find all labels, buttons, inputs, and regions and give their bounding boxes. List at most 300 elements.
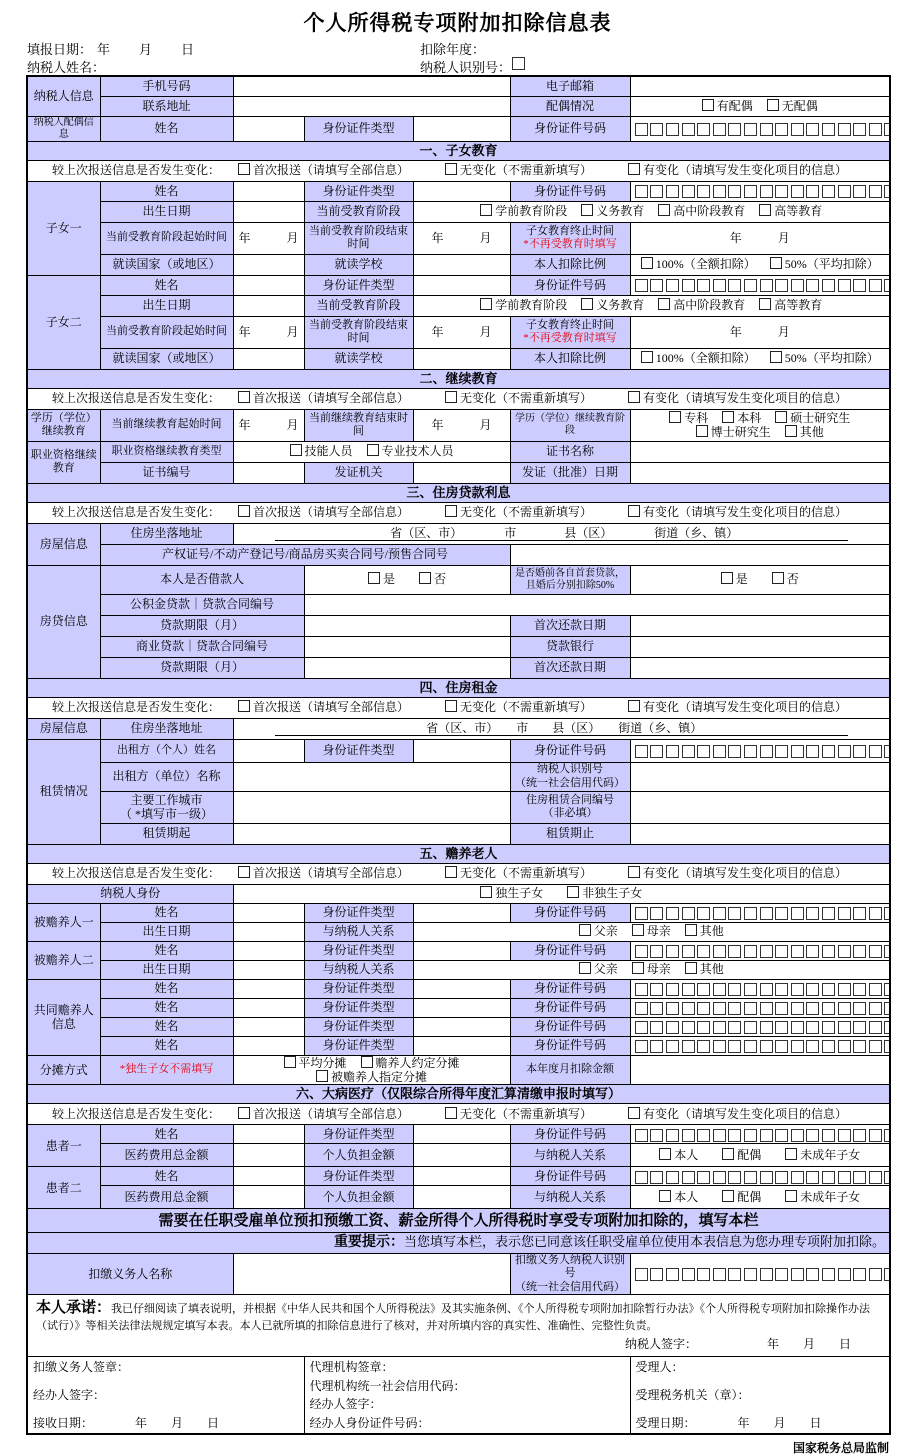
id-digit-box[interactable] <box>666 945 679 958</box>
id-digit-box[interactable] <box>635 1040 648 1053</box>
id-digit-box[interactable] <box>635 185 648 198</box>
checkbox-option[interactable] <box>238 1107 409 1121</box>
id-digit-box[interactable] <box>760 1002 773 1015</box>
checkbox-option[interactable] <box>628 866 847 880</box>
joint4-name-input[interactable] <box>233 1036 304 1055</box>
id-digit-box[interactable] <box>822 1040 835 1053</box>
id-digit-box[interactable] <box>838 945 851 958</box>
id-digit-box[interactable] <box>822 907 835 920</box>
spouse-name-input[interactable] <box>233 116 304 141</box>
checkbox-icon[interactable] <box>480 298 492 310</box>
dep1-birth-input[interactable] <box>233 922 304 941</box>
checkbox-option[interactable] <box>419 572 446 586</box>
commercial-term-input[interactable] <box>304 657 510 678</box>
id-digit-box[interactable] <box>775 1040 788 1053</box>
id-digit-box[interactable] <box>791 745 804 758</box>
id-digit-box[interactable] <box>697 1171 710 1184</box>
id-digit-box[interactable] <box>744 279 757 292</box>
checkbox-option[interactable] <box>641 351 756 365</box>
checkbox-icon[interactable] <box>290 444 302 456</box>
landlord-id-boxes[interactable] <box>630 739 890 762</box>
id-digit-box[interactable] <box>791 1171 804 1184</box>
checkbox-icon[interactable] <box>702 99 714 111</box>
child1-id-type-input[interactable] <box>413 181 510 201</box>
id-digit-box[interactable] <box>650 185 663 198</box>
id-digit-box[interactable] <box>682 1171 695 1184</box>
org-id-input[interactable] <box>630 762 890 791</box>
patient1-personal-input[interactable] <box>413 1144 510 1167</box>
id-digit-box[interactable] <box>869 945 882 958</box>
id-digit-box[interactable] <box>728 1171 741 1184</box>
fund-loan-input[interactable] <box>304 594 890 615</box>
id-digit-box[interactable] <box>775 983 788 996</box>
checkbox-icon[interactable] <box>775 411 787 423</box>
landlord-id-type-input[interactable] <box>413 739 510 762</box>
checkbox-icon[interactable] <box>772 572 784 584</box>
checkbox-icon[interactable] <box>361 1056 373 1068</box>
checkbox-icon[interactable] <box>785 1190 797 1202</box>
checkbox-icon[interactable] <box>659 1148 671 1160</box>
checkbox-icon[interactable] <box>480 204 492 216</box>
id-digit-box[interactable] <box>791 907 804 920</box>
joint2-id-boxes[interactable] <box>630 998 890 1017</box>
id-digit-box[interactable] <box>791 123 804 136</box>
id-digit-box[interactable] <box>760 1040 773 1053</box>
checkbox-icon[interactable] <box>722 1148 734 1160</box>
checkbox-icon[interactable] <box>767 99 779 111</box>
id-digit-box[interactable] <box>682 1129 695 1142</box>
checkbox-option[interactable] <box>238 391 409 405</box>
child2-stop-input[interactable]: 年 月 <box>630 316 890 348</box>
id-digit-box[interactable] <box>713 279 726 292</box>
id-digit-box[interactable] <box>791 945 804 958</box>
checkbox-icon[interactable] <box>632 962 644 974</box>
checkbox-icon[interactable] <box>722 1190 734 1202</box>
dep2-name-input[interactable] <box>233 941 304 960</box>
fund-first-repay-input[interactable] <box>630 615 890 636</box>
landlord-name-input[interactable] <box>233 739 304 762</box>
id-digit-box[interactable] <box>682 907 695 920</box>
joint4-id-type-input[interactable] <box>413 1036 510 1055</box>
checkbox-option[interactable] <box>290 444 353 458</box>
id-digit-box[interactable] <box>635 1021 648 1034</box>
rent-start-input[interactable] <box>233 823 510 844</box>
checkbox-option[interactable] <box>785 1190 860 1204</box>
id-digit-box[interactable] <box>884 1129 890 1142</box>
joint4-id-boxes[interactable] <box>630 1036 890 1055</box>
id-digit-box[interactable] <box>760 1021 773 1034</box>
id-digit-box[interactable] <box>635 907 648 920</box>
id-digit-box[interactable] <box>838 185 851 198</box>
id-digit-box[interactable] <box>869 907 882 920</box>
id-digit-box[interactable] <box>869 279 882 292</box>
id-digit-box[interactable] <box>744 123 757 136</box>
commercial-loan-input[interactable] <box>304 636 510 657</box>
checkbox-icon[interactable] <box>785 425 797 437</box>
id-digit-box[interactable] <box>853 123 866 136</box>
id-digit-box[interactable] <box>666 279 679 292</box>
id-digit-box[interactable] <box>744 945 757 958</box>
id-digit-box[interactable] <box>853 1171 866 1184</box>
id-digit-box[interactable] <box>853 279 866 292</box>
checkbox-icon[interactable] <box>685 924 697 936</box>
id-digit-box[interactable] <box>838 1129 851 1142</box>
dep1-name-input[interactable] <box>233 903 304 922</box>
id-digit-box[interactable] <box>884 1021 890 1034</box>
checkbox-option[interactable] <box>316 1070 427 1084</box>
checkbox-option[interactable] <box>628 163 847 177</box>
id-digit-box[interactable] <box>884 279 890 292</box>
id-digit-box[interactable] <box>682 123 695 136</box>
checkbox-icon[interactable] <box>238 700 250 712</box>
id-digit-box[interactable] <box>791 185 804 198</box>
issue-date-input[interactable] <box>630 462 890 483</box>
checkbox-option[interactable] <box>445 700 592 714</box>
id-digit-box[interactable] <box>760 1171 773 1184</box>
id-digit-box[interactable] <box>822 1171 835 1184</box>
id-digit-box[interactable] <box>884 983 890 996</box>
checkbox-icon[interactable] <box>581 204 593 216</box>
id-digit-box[interactable] <box>728 945 741 958</box>
id-digit-box[interactable] <box>744 1171 757 1184</box>
id-digit-box[interactable] <box>822 1021 835 1034</box>
id-digit-box[interactable] <box>775 1129 788 1142</box>
checkbox-icon[interactable] <box>658 204 670 216</box>
checkbox-option[interactable] <box>722 1190 761 1204</box>
id-digit-box[interactable] <box>666 1268 679 1281</box>
patient1-total-input[interactable] <box>233 1144 304 1167</box>
checkbox-icon[interactable] <box>238 163 250 175</box>
id-digit-box[interactable] <box>822 279 835 292</box>
checkbox-option[interactable] <box>480 298 567 312</box>
id-digit-box[interactable] <box>635 745 648 758</box>
checkbox-icon[interactable] <box>284 1056 296 1068</box>
id-digit-box[interactable] <box>775 1002 788 1015</box>
id-digit-box[interactable] <box>666 983 679 996</box>
id-digit-box[interactable] <box>838 1171 851 1184</box>
child2-id-boxes[interactable] <box>630 275 890 295</box>
checkbox-icon[interactable] <box>658 298 670 310</box>
id-digit-box[interactable] <box>806 1021 819 1034</box>
checkbox-icon[interactable] <box>659 1190 671 1202</box>
checkbox-option[interactable] <box>445 866 592 880</box>
checkbox-option[interactable] <box>367 444 454 458</box>
checkbox-option[interactable] <box>767 99 818 113</box>
id-digit-box[interactable] <box>512 57 525 70</box>
id-digit-box[interactable] <box>682 745 695 758</box>
issuer-input[interactable] <box>413 462 510 483</box>
child2-birth-input[interactable] <box>233 295 304 316</box>
id-digit-box[interactable] <box>666 907 679 920</box>
id-digit-box[interactable] <box>869 123 882 136</box>
id-digit-box[interactable] <box>838 123 851 136</box>
deduction-year-label[interactable]: 扣除年度： <box>420 42 486 57</box>
id-digit-box[interactable] <box>853 983 866 996</box>
id-digit-box[interactable] <box>884 945 890 958</box>
taxpayer-sign-label[interactable]: 纳税人签字： <box>625 1337 698 1352</box>
checkbox-icon[interactable] <box>770 257 782 269</box>
joint3-name-input[interactable] <box>233 1017 304 1036</box>
id-digit-box[interactable] <box>822 945 835 958</box>
checkbox-icon[interactable] <box>316 1070 328 1082</box>
id-digit-box[interactable] <box>713 1040 726 1053</box>
checkbox-option[interactable] <box>480 886 543 900</box>
id-digit-box[interactable] <box>806 123 819 136</box>
id-digit-box[interactable] <box>744 1002 757 1015</box>
id-digit-box[interactable] <box>744 1021 757 1034</box>
id-digit-box[interactable] <box>682 945 695 958</box>
joint3-id-boxes[interactable] <box>630 1017 890 1036</box>
patient2-id-type-input[interactable] <box>413 1167 510 1186</box>
id-digit-box[interactable] <box>853 1268 866 1281</box>
checkbox-option[interactable] <box>445 391 592 405</box>
loan-addr-input[interactable]: 省（区、市） 市 县（区） 街道（乡、镇） <box>233 523 890 544</box>
id-digit-box[interactable] <box>806 945 819 958</box>
patient2-personal-input[interactable] <box>413 1186 510 1209</box>
id-digit-box[interactable] <box>728 123 741 136</box>
id-digit-box[interactable] <box>838 1268 851 1281</box>
checkbox-option[interactable] <box>685 962 724 976</box>
id-digit-box[interactable] <box>822 1002 835 1015</box>
id-digit-box[interactable] <box>713 1129 726 1142</box>
joint1-id-boxes[interactable] <box>630 979 890 998</box>
child1-id-boxes[interactable] <box>630 181 890 201</box>
id-digit-box[interactable] <box>869 1021 882 1034</box>
fill-date-value[interactable]: 年 月 日 <box>97 42 203 57</box>
id-digit-box[interactable] <box>869 1268 882 1281</box>
id-digit-box[interactable] <box>650 123 663 136</box>
phone-input[interactable] <box>233 76 510 96</box>
checkbox-option[interactable] <box>628 700 847 714</box>
id-digit-box[interactable] <box>713 123 726 136</box>
checkbox-icon[interactable] <box>628 391 640 403</box>
id-digit-box[interactable] <box>791 1002 804 1015</box>
checkbox-option[interactable] <box>628 391 847 405</box>
dep2-id-boxes[interactable] <box>630 941 890 960</box>
id-digit-box[interactable] <box>806 1268 819 1281</box>
id-digit-box[interactable] <box>791 1021 804 1034</box>
id-digit-box[interactable] <box>822 983 835 996</box>
withholder-signature-cell[interactable] <box>27 1357 304 1435</box>
joint1-name-input[interactable] <box>233 979 304 998</box>
id-digit-box[interactable] <box>666 1021 679 1034</box>
checkbox-icon[interactable] <box>632 924 644 936</box>
id-digit-box[interactable] <box>760 279 773 292</box>
id-digit-box[interactable] <box>666 1002 679 1015</box>
taxpayer-sign-date[interactable]: 年 月 日 <box>767 1337 852 1352</box>
checkbox-icon[interactable] <box>628 163 640 175</box>
child2-start-input[interactable]: 年 月 <box>233 316 304 348</box>
id-digit-box[interactable] <box>791 983 804 996</box>
id-digit-box[interactable] <box>697 1021 710 1034</box>
id-digit-box[interactable] <box>635 123 648 136</box>
checkbox-option[interactable] <box>581 298 644 312</box>
child1-stop-input[interactable]: 年 月 <box>630 222 890 254</box>
id-digit-box[interactable] <box>744 907 757 920</box>
checkbox-icon[interactable] <box>445 391 457 403</box>
checkbox-option[interactable] <box>659 1148 698 1162</box>
property-cert-input[interactable] <box>510 544 890 565</box>
id-digit-box[interactable] <box>635 1171 648 1184</box>
id-digit-box[interactable] <box>806 1171 819 1184</box>
id-digit-box[interactable] <box>697 123 710 136</box>
checkbox-option[interactable] <box>702 99 753 113</box>
id-digit-box[interactable] <box>744 1129 757 1142</box>
checkbox-option[interactable] <box>445 1107 592 1121</box>
id-digit-box[interactable] <box>682 1040 695 1053</box>
id-digit-box[interactable] <box>728 1129 741 1142</box>
id-digit-box[interactable] <box>635 983 648 996</box>
id-digit-box[interactable] <box>697 1040 710 1053</box>
checkbox-icon[interactable] <box>567 886 579 898</box>
id-digit-box[interactable] <box>682 1002 695 1015</box>
id-digit-box[interactable] <box>666 745 679 758</box>
id-digit-box[interactable] <box>697 1268 710 1281</box>
id-digit-box[interactable] <box>806 1040 819 1053</box>
id-digit-box[interactable] <box>713 1002 726 1015</box>
withholder-name-input[interactable] <box>233 1254 510 1295</box>
checkbox-option[interactable] <box>632 962 671 976</box>
checkbox-option[interactable] <box>759 204 822 218</box>
patient1-id-boxes[interactable] <box>630 1125 890 1144</box>
dep1-id-boxes[interactable] <box>630 903 890 922</box>
id-digit-box[interactable] <box>697 1129 710 1142</box>
checkbox-icon[interactable] <box>685 962 697 974</box>
tax-authority-cell[interactable] <box>630 1357 890 1435</box>
checkbox-option[interactable] <box>581 204 644 218</box>
fund-term-input[interactable] <box>304 615 510 636</box>
checkbox-option[interactable] <box>721 572 748 586</box>
id-digit-box[interactable] <box>728 907 741 920</box>
id-digit-box[interactable] <box>682 279 695 292</box>
checkbox-option[interactable] <box>658 204 745 218</box>
id-digit-box[interactable] <box>822 1129 835 1142</box>
id-digit-box[interactable] <box>744 1040 757 1053</box>
checkbox-icon[interactable] <box>238 1107 250 1119</box>
id-digit-box[interactable] <box>650 1171 663 1184</box>
taxpayer-name-label[interactable]: 纳税人姓名： <box>27 60 106 75</box>
id-digit-box[interactable] <box>635 945 648 958</box>
id-digit-box[interactable] <box>869 1129 882 1142</box>
checkbox-option[interactable] <box>785 1148 860 1162</box>
id-digit-box[interactable] <box>666 1171 679 1184</box>
id-digit-box[interactable] <box>884 1040 890 1053</box>
child2-id-type-input[interactable] <box>413 275 510 295</box>
id-digit-box[interactable] <box>650 983 663 996</box>
id-digit-box[interactable] <box>869 745 882 758</box>
id-digit-box[interactable] <box>744 983 757 996</box>
patient2-id-boxes[interactable] <box>630 1167 890 1186</box>
checkbox-option[interactable] <box>628 1107 847 1121</box>
withholder-id-boxes[interactable] <box>630 1254 890 1295</box>
id-digit-box[interactable] <box>791 1129 804 1142</box>
checkbox-icon[interactable] <box>238 866 250 878</box>
id-digit-box[interactable] <box>728 1040 741 1053</box>
checkbox-icon[interactable] <box>722 411 734 423</box>
checkbox-option[interactable] <box>361 1056 460 1070</box>
checkbox-icon[interactable] <box>368 572 380 584</box>
id-digit-box[interactable] <box>838 1021 851 1034</box>
joint3-id-type-input[interactable] <box>413 1017 510 1036</box>
dep2-birth-input[interactable] <box>233 960 304 979</box>
id-digit-box[interactable] <box>666 185 679 198</box>
id-digit-box[interactable] <box>728 1021 741 1034</box>
id-digit-box[interactable] <box>697 1002 710 1015</box>
id-digit-box[interactable] <box>650 1002 663 1015</box>
checkbox-option[interactable] <box>658 298 745 312</box>
checkbox-option[interactable] <box>579 962 618 976</box>
id-digit-box[interactable] <box>650 945 663 958</box>
id-digit-box[interactable] <box>760 907 773 920</box>
dep1-id-type-input[interactable] <box>413 903 510 922</box>
id-digit-box[interactable] <box>713 1171 726 1184</box>
id-digit-box[interactable] <box>884 1268 890 1281</box>
landlord-org-input[interactable] <box>233 762 510 791</box>
id-digit-box[interactable] <box>884 1171 890 1184</box>
id-digit-box[interactable] <box>697 907 710 920</box>
id-digit-box[interactable] <box>838 745 851 758</box>
id-digit-box[interactable] <box>884 1002 890 1015</box>
month-amount-input[interactable] <box>630 1055 890 1085</box>
id-digit-box[interactable] <box>728 279 741 292</box>
id-digit-box[interactable] <box>760 123 773 136</box>
id-digit-box[interactable] <box>728 1268 741 1281</box>
checkbox-icon[interactable] <box>641 257 653 269</box>
id-digit-box[interactable] <box>682 1021 695 1034</box>
id-digit-box[interactable] <box>666 1129 679 1142</box>
checkbox-icon[interactable] <box>641 351 653 363</box>
child1-country-input[interactable] <box>233 254 304 275</box>
id-digit-box[interactable] <box>806 745 819 758</box>
id-digit-box[interactable] <box>775 1268 788 1281</box>
id-digit-box[interactable] <box>791 279 804 292</box>
commercial-first-repay-input[interactable] <box>630 657 890 678</box>
id-digit-box[interactable] <box>838 279 851 292</box>
rent-end-input[interactable] <box>630 823 890 844</box>
email-input[interactable] <box>630 76 890 96</box>
id-digit-box[interactable] <box>697 185 710 198</box>
work-city-input[interactable] <box>233 791 510 823</box>
checkbox-icon[interactable] <box>759 298 771 310</box>
id-digit-box[interactable] <box>697 279 710 292</box>
checkbox-option[interactable] <box>238 866 409 880</box>
checkbox-icon[interactable] <box>785 1148 797 1160</box>
checkbox-icon[interactable] <box>628 505 640 517</box>
checkbox-option[interactable] <box>238 700 409 714</box>
id-digit-box[interactable] <box>853 1129 866 1142</box>
rent-addr-input[interactable]: 省（区、市） 市 县（区） 街道（乡、镇） <box>233 718 890 739</box>
id-digit-box[interactable] <box>728 1002 741 1015</box>
id-digit-box[interactable] <box>775 185 788 198</box>
id-digit-box[interactable] <box>853 907 866 920</box>
id-digit-box[interactable] <box>838 983 851 996</box>
checkbox-option[interactable] <box>238 163 409 177</box>
id-digit-box[interactable] <box>775 945 788 958</box>
dep2-id-type-input[interactable] <box>413 941 510 960</box>
checkbox-option[interactable] <box>685 924 724 938</box>
checkbox-icon[interactable] <box>238 505 250 517</box>
checkbox-option[interactable] <box>722 411 761 425</box>
checkbox-icon[interactable] <box>445 505 457 517</box>
checkbox-option[interactable] <box>772 572 799 586</box>
id-digit-box[interactable] <box>760 745 773 758</box>
spouse-id-type-input[interactable] <box>413 116 510 141</box>
id-digit-box[interactable] <box>650 279 663 292</box>
id-digit-box[interactable] <box>806 907 819 920</box>
id-digit-box[interactable] <box>869 1002 882 1015</box>
degree-start-input[interactable]: 年 月 <box>233 409 304 441</box>
degree-end-input[interactable]: 年 月 <box>413 409 510 441</box>
